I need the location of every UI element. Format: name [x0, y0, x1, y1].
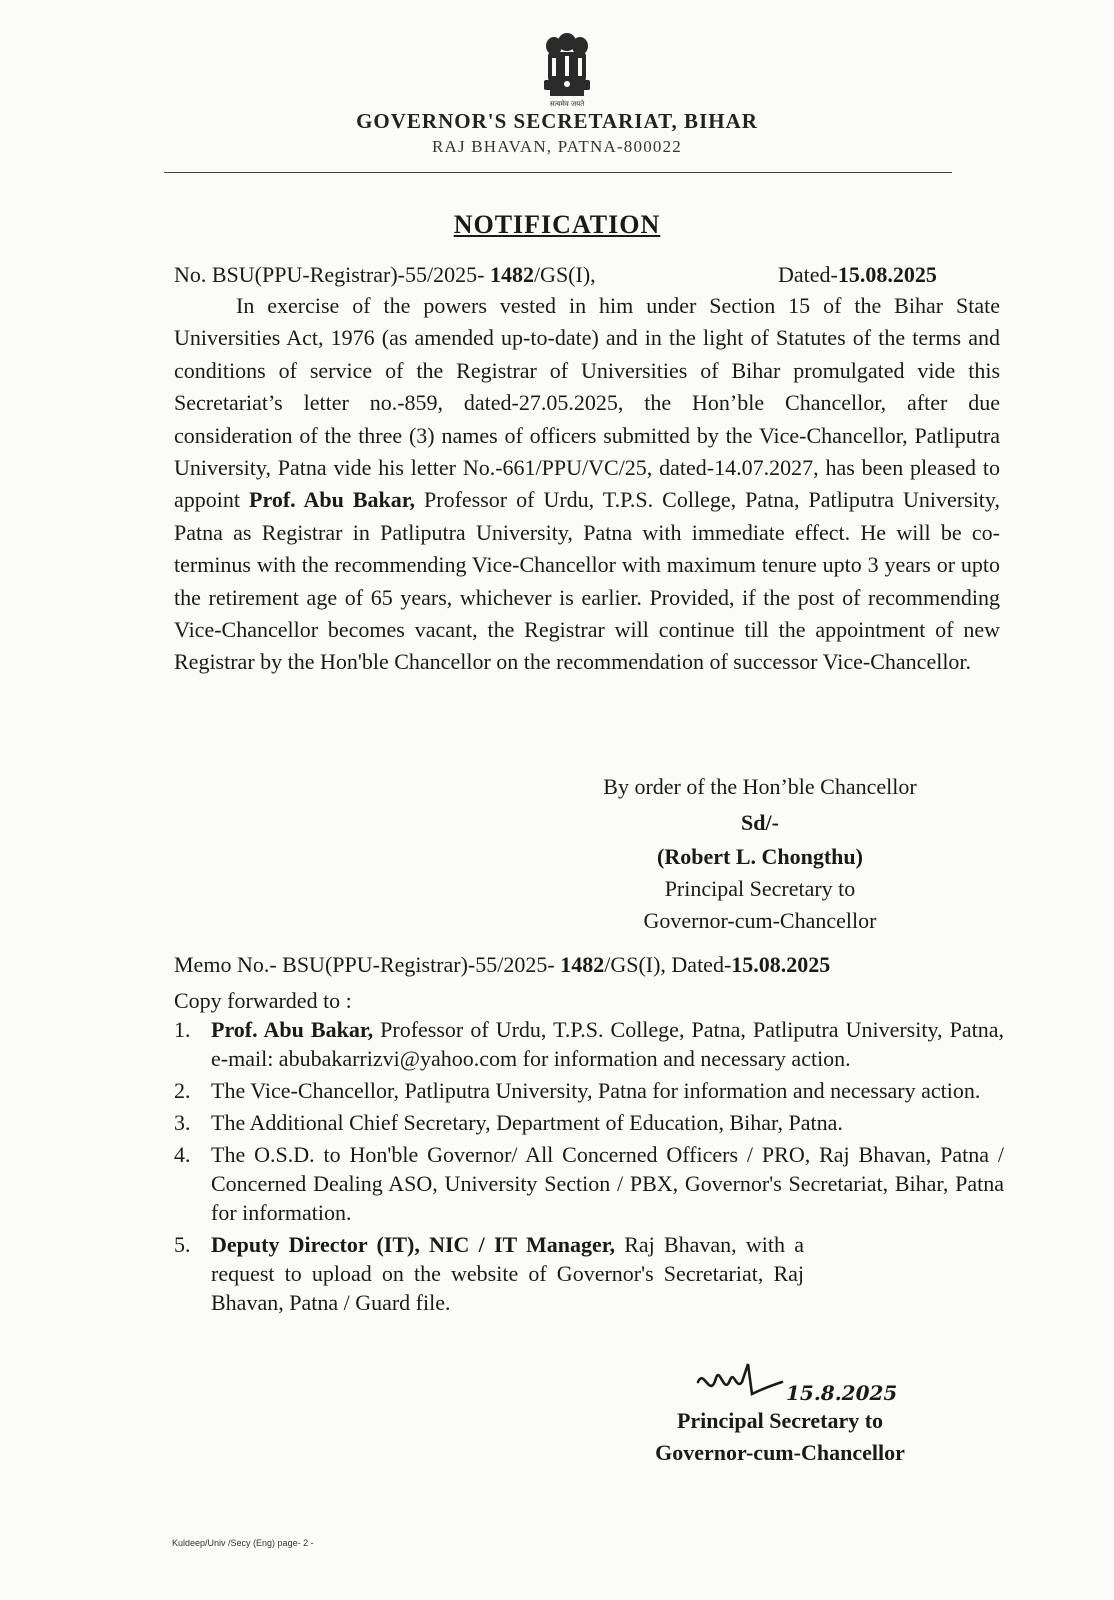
list-item: [174, 1140, 1004, 1227]
memo-line: [174, 952, 1004, 978]
reference-line: [174, 262, 974, 288]
signatory-designation-1: Principal Secretary to: [664, 876, 856, 901]
list-item-bold: Prof. Abu Bakar,: [211, 1017, 374, 1042]
sd-mark: Sd/-: [741, 810, 779, 835]
document-title: NOTIFICATION: [453, 210, 661, 239]
body-text-1: In exercise of the powers vested in him under Section 15 of the Bihar State Universities Act, 1976 (as amended up-to-date) and in the light of Statutes of the terms and conditions of service of the Registrar of Universities of Bihar promulgated vide this Secretariat’s letter no.-859, dated-27.05.2025, the Hon’ble Chancellor, after due consideration of the three (3) names of officers submitted by the Vice-Chancellor, Patliputra University, Patna vide his letter No.-661/PPU/VC/25, dated-14.07.2027, has been pleased to appoint: [174, 293, 1000, 513]
memo-number: 1482: [560, 952, 605, 977]
signature-date: 15.8.2025: [786, 1381, 898, 1405]
list-item-text: The Additional Chief Secretary, Department of Education, Bihar, Patna.: [211, 1110, 843, 1135]
ref-number: 1482: [489, 262, 534, 287]
ref-dated: [778, 262, 937, 288]
signatory-designation-2: Governor-cum-Chancellor: [643, 908, 877, 933]
footer-reference: Kuldeep/Univ /Secy (Eng) page- 2 -: [172, 1538, 314, 1548]
list-item: [174, 1108, 1004, 1137]
list-item: [174, 1230, 1004, 1317]
list-item-text: The O.S.D. to Hon'ble Governor/ All Concerned Officers / PRO, Raj Bhavan, Patna / Concerned Dealing ASO, University Section / PBX, Governor's Secretariat, Bihar, Patna for information.: [211, 1142, 1004, 1225]
final-designation-1: Principal Secretary to: [676, 1408, 884, 1433]
memo-prefix: Memo No.- BSU(PPU-Registrar)-55/2025-: [174, 952, 561, 977]
header-divider: [164, 172, 952, 173]
ref-suffix: /GS(I),: [533, 262, 596, 287]
final-designation: [620, 1405, 940, 1469]
list-item: [174, 1076, 1004, 1105]
list-item-number: 1.: [174, 1017, 191, 1042]
list-item-number: 2.: [174, 1078, 191, 1103]
emblem-motto: सत्यमेव जयते: [549, 100, 585, 108]
copy-list: [174, 1015, 1004, 1320]
memo-suffix: /GS(I), Dated-: [604, 952, 732, 977]
list-item-text: The Vice-Chancellor, Patliputra University, Patna for information and necessary action.: [211, 1078, 981, 1103]
national-emblem-icon: [536, 30, 598, 110]
list-item-text: Raj Bhavan, with a request to upload on the website of Governor's Secretariat, Raj Bhavan, Patna / Guard file.: [211, 1232, 804, 1315]
list-item: [174, 1015, 1004, 1073]
copy-forwarded-label: Copy forwarded to :: [174, 988, 352, 1013]
ref-date: 15.08.2025: [837, 262, 937, 287]
list-item-text: Professor of Urdu, T.P.S. College, Patna, Patliputra University, Patna, e-mail: abubakarrizvi@yahoo.com for information and necessary action.: [211, 1017, 1004, 1071]
organization-name: GOVERNOR'S SECRETARIAT, BIHAR: [356, 109, 758, 133]
list-item-number: 4.: [174, 1142, 191, 1167]
ref-prefix: No. BSU(PPU-Registrar)-55/2025-: [174, 262, 490, 287]
organization-address: RAJ BHAVAN, PATNA-800022: [431, 137, 682, 156]
body-text-2: Professor of Urdu, T.P.S. College, Patna, Patliputra University, Patna as Registrar in Patliputra University, Patna with immediate effect. He will be co-terminus with the recommending Vice-Chancellor with maximum tenure upto 3 years or upto the retirement age of 65 years, whichever is earlier. Provided, if the post of recommending Vice-Chancellor becomes vacant, the Registrar will continue till the appointment of new Registrar by the Hon'ble Chancellor on the recommendation of successor Vice-Chancellor.: [174, 487, 1000, 675]
signatory-name: (Robert L. Chongthu): [657, 844, 863, 869]
list-item-bold: Deputy Director (IT), NIC / IT Manager,: [211, 1232, 615, 1257]
handwritten-signature: [690, 1360, 910, 1410]
by-order-line: By order of the Hon’ble Chancellor: [603, 774, 917, 799]
ref-dated-label: Dated-: [778, 262, 838, 287]
final-designation-2: Governor-cum-Chancellor: [655, 1440, 905, 1465]
list-item-number: 3.: [174, 1110, 191, 1135]
list-item-number: 5.: [174, 1232, 191, 1257]
appointee-name: Prof. Abu Bakar,: [249, 487, 415, 513]
memo-date: 15.08.2025: [731, 952, 831, 977]
notification-body: [174, 290, 1000, 679]
